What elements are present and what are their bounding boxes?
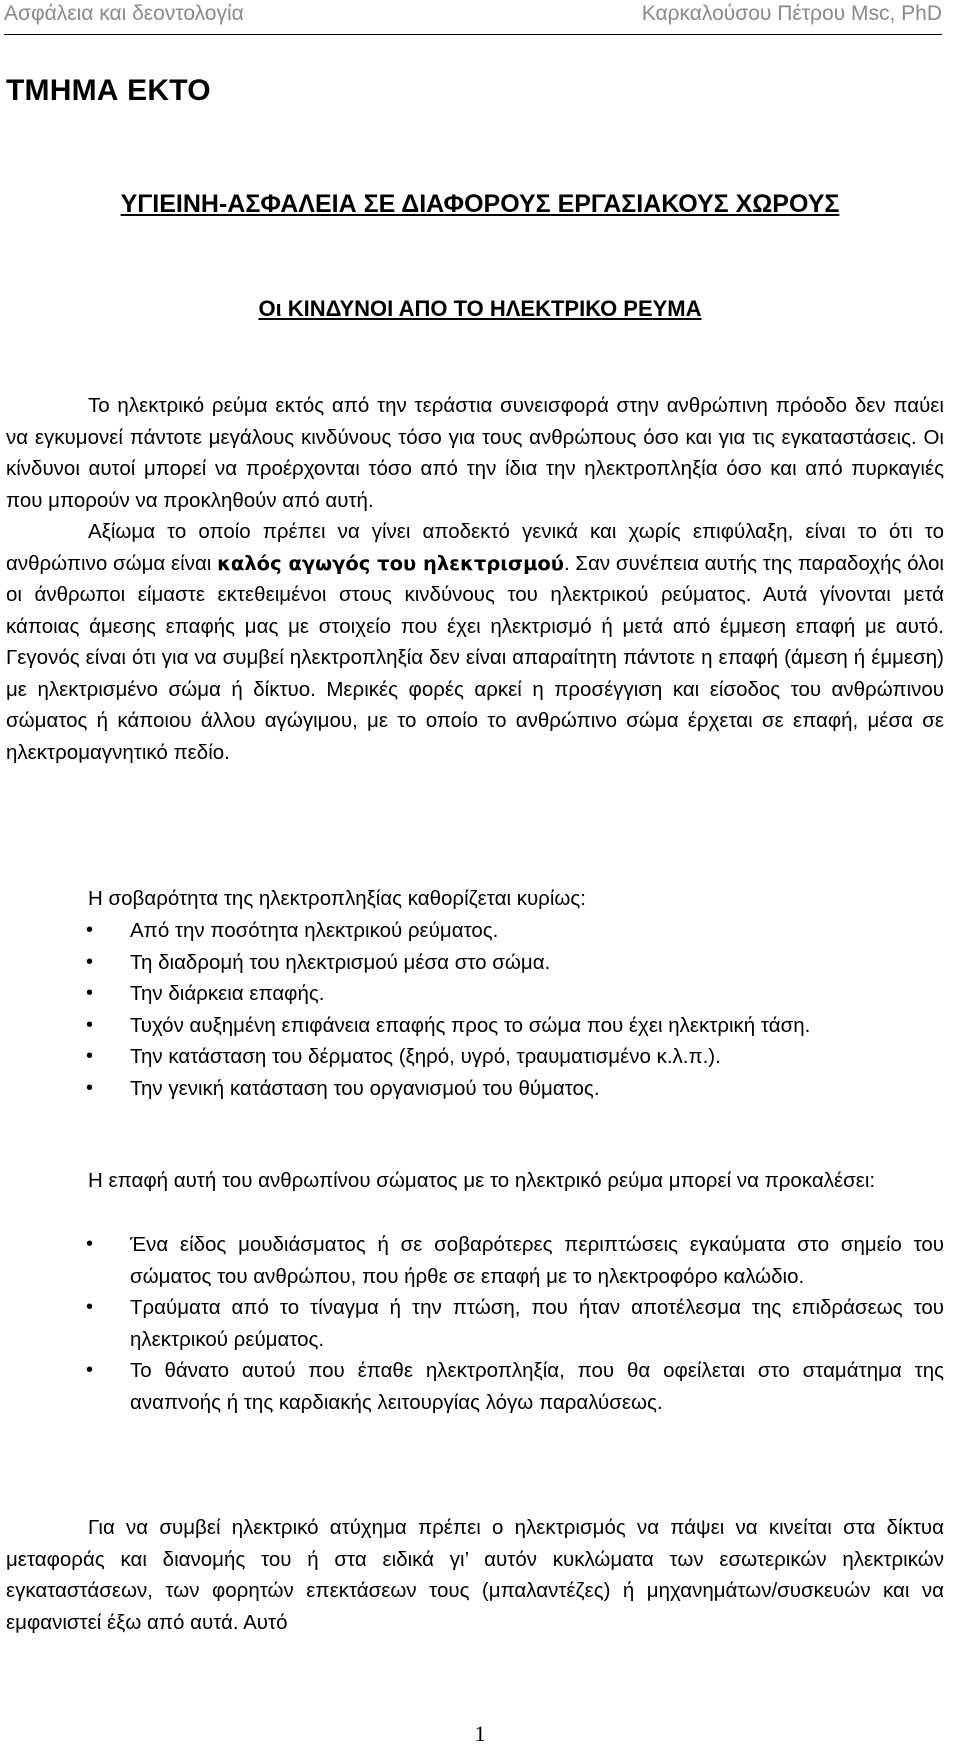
chapter-title: ΥΓΙΕΙΝΗ-ΑΣΦΑΛΕΙΑ ΣΕ ΔΙΑΦΟΡΟΥΣ ΕΡΓΑΣΙΑΚΟΥΣ ΧΩΡΟΥΣ bbox=[120, 190, 840, 218]
header-author: Καρκαλούσου Πέτρου Msc, PhD bbox=[641, 2, 942, 25]
list-item: • Τη διαδρομή του ηλεκτρισμού μέσα στο σώμα. bbox=[6, 947, 944, 979]
intro-p2-after: . Σαν συνέπεια αυτής της παραδοχής όλοι οι άνθρωποι είμαστε εκτεθειμένοι στους κινδύνους του ηλεκτρικού ρεύματος. Αυτά γίνονται μετά κάποιας άμεσης επαφής μας με στοιχείο που έχει ηλεκτρισμό ή μετά από έμμεση επαφή με αυτό. Γεγονός είναι ότι για να συμβεί ηλεκτροπληξία δεν είναι απαραίτητη πάντοτε η επαφή (άμεση ή έμμεση) με ηλεκτρισμένο σώμα ή δίκτυο. Μερικές φορές αρκεί η προσέγγιση και είσοδος του ανθρώπινου σώματος ή κάποιου άλλου αγώγιμου, με το οποίο το ανθρώπινο σώμα έρχεται σε επαφή, μέσα σε ηλεκτρομαγνητικό πεδίο. bbox=[6, 551, 944, 764]
intro-paragraph-1: Το ηλεκτρικό ρεύμα εκτός από την τεράστια συνεισφορά στην ανθρώπινη πρόοδο δεν παύει να εγκυμονεί πάντοτε μεγάλους κινδύνους τόσο για τους ανθρώπους όσο και για τις εγκαταστάσεις. Οι κίνδυνοι αυτοί μπορεί να προέρχονται τόσο από την ίδια την ηλεκτροπληξία όσο και από πυρκαγιές που μπορούν να προκληθούν από αυτή. bbox=[6, 394, 944, 512]
list-item: • Το θάνατο αυτού που έπαθε ηλεκτροπληξία, που θα οφείλεται στο σταμάτημα της αναπνοής ή της καρδιακής λειτουργίας λόγω παραλύσεως. bbox=[6, 1355, 944, 1418]
section-title: ΤΜΗΜΑ ΕΚΤΟ bbox=[6, 74, 211, 107]
intro-paragraph-2 bbox=[6, 516, 944, 768]
list-item: • Ένα είδος μουδιάσματος ή σε σοβαρότερες περιπτώσεις εγκαύματα στο σημείο του σώματος του ανθρώπου, που ήρθε σε επαφή με το ηλεκτροφόρο καλώδιο. bbox=[6, 1229, 944, 1292]
effects-lead: Η επαφή αυτή του ανθρωπίνου σώματος με το ηλεκτρικό ρεύμα μπορεί να προκαλέσει: bbox=[88, 1169, 876, 1192]
header-course-title: Ασφάλεια και δεοντολογία bbox=[4, 2, 244, 25]
list-item: • Τραύματα από το τίναγμα ή την πτώση, που ήταν αποτέλεσμα της επιδράσεως του ηλεκτρικού ρεύματος. bbox=[6, 1292, 944, 1355]
intro-p2-bold: καλός αγωγός του ηλεκτρισμού bbox=[217, 551, 564, 575]
list-item: • Την κατάσταση του δέρματος (ξηρό, υγρό, τραυματισμένο κ.λ.π.). bbox=[6, 1041, 944, 1073]
effects-list bbox=[6, 1229, 944, 1418]
intro-text bbox=[6, 390, 944, 768]
severity-lead: Η σοβαρότητα της ηλεκτροπληξίας καθορίζεται κυρίως: bbox=[88, 887, 586, 910]
page-number: 1 bbox=[474, 1721, 486, 1746]
intro-p2-before: Αξίωμα το οποίο πρέπει να γίνει αποδεκτό γενικά και χωρίς επιφύλαξη, είναι το ότι το ανθρώπινο σώμα είναι bbox=[6, 520, 944, 575]
list-item: • Από την ποσότητα ηλεκτρικού ρεύματος. bbox=[6, 915, 944, 947]
list-item: • Την διάρκεια επαφής. bbox=[6, 978, 944, 1010]
list-item: • Την γενική κατάσταση του οργανισμού του θύματος. bbox=[6, 1073, 944, 1105]
closing-paragraph: Για να συμβεί ηλεκτρικό ατύχημα πρέπει ο ηλεκτρισμός να πάψει να κινείται στα δίκτυα μεταφοράς και διανομής του ή στα ειδικά γι’ αυτόν κυκλώματα των εσωτερικών ηλεκτρικών εγκαταστάσεων, των φορητών επεκτάσεων τους (μπαλαντέζες) ή μηχανημάτων/συσκευών και να εμφανιστεί έξω από αυτά. Αυτό bbox=[6, 1516, 944, 1634]
effects-lead-block bbox=[6, 1165, 944, 1197]
closing-block bbox=[6, 1512, 944, 1638]
page-header bbox=[4, 0, 942, 35]
severity-lead-block bbox=[6, 883, 944, 915]
severity-list bbox=[6, 915, 944, 1104]
list-item: • Τυχόν αυξημένη επιφάνεια επαφής προς το σώμα που έχει ηλεκτρική τάση. bbox=[6, 1010, 944, 1042]
sub-title: Οι ΚΙΝΔΥΝΟΙ ΑΠΟ ΤΟ ΗΛΕΚΤΡΙΚΟ ΡΕΥΜΑ bbox=[258, 296, 702, 321]
